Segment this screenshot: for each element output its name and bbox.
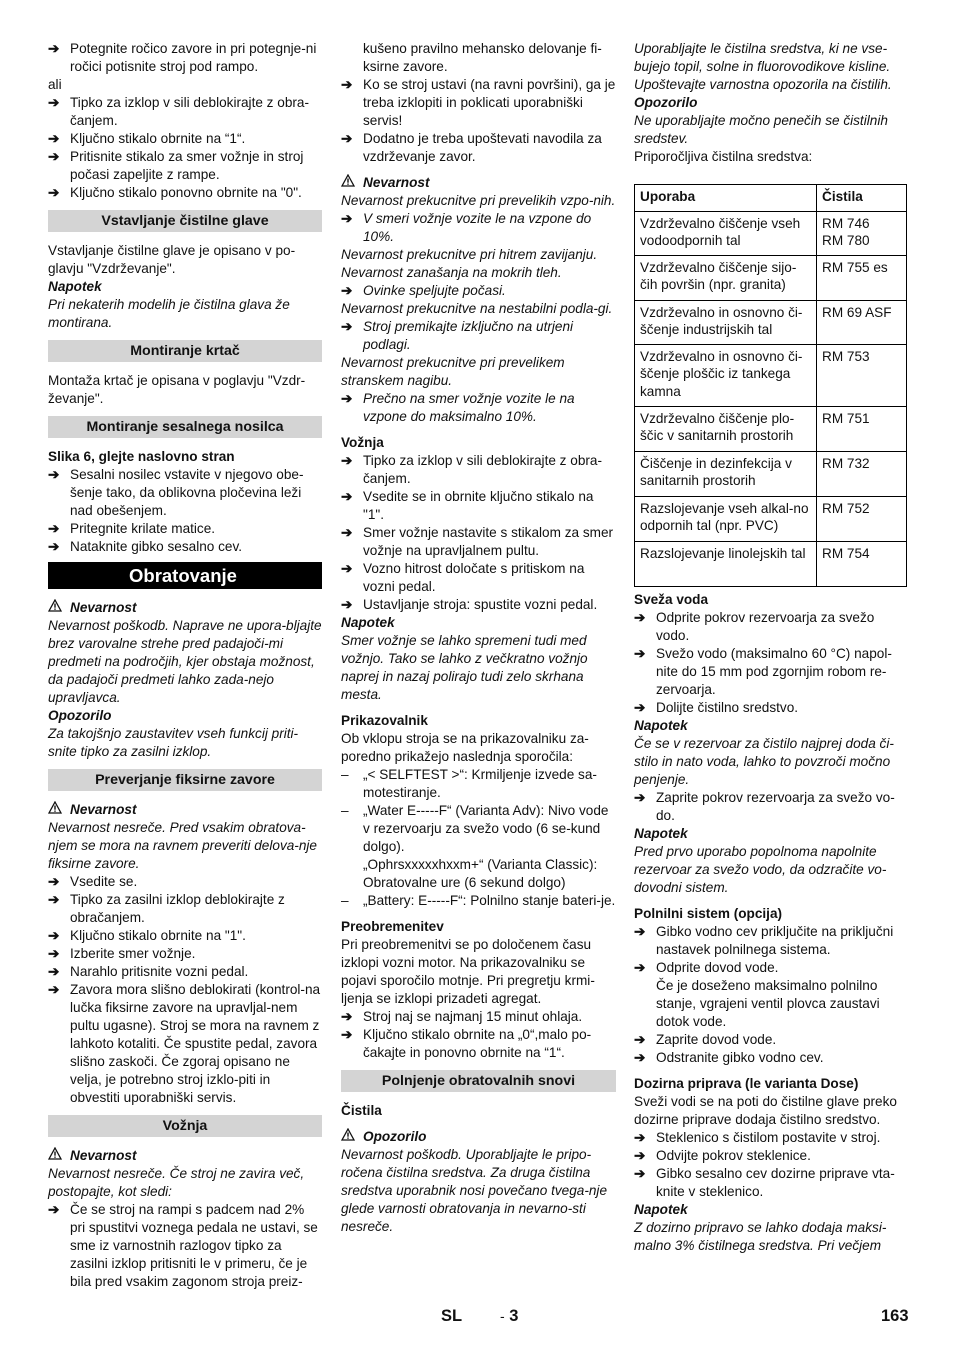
- warning-label: Nevarnost: [70, 802, 137, 817]
- instruction-step: [634, 959, 907, 1031]
- section-heading: Vstavljanje čistilne glave: [48, 210, 322, 232]
- note-text: Za takojšnjo zaustavitev vseh funkcij priti-snite tipko za zasilni izklop.: [48, 726, 299, 759]
- arrow-bullet-icon: ➔: [48, 892, 60, 907]
- arrow-bullet-icon: ➔: [341, 319, 353, 334]
- instruction-step: [341, 488, 616, 524]
- step-text: Sesalni nosilec vstavite v njegovo obe-šenje tako, da oblikovna pločevina leži nad obešenjem.: [70, 467, 304, 518]
- subheading: Preobremenitev: [341, 919, 444, 934]
- instruction-step: [48, 130, 322, 148]
- step-text: Dodatno je treba upoštevati navodila za vzdrževanje zavor.: [363, 131, 602, 164]
- warning-heading: [48, 1147, 322, 1165]
- step-text: Ustavljanje stroja: spustite vozni pedal.: [363, 597, 598, 612]
- instruction-step: [634, 699, 907, 717]
- arrow-bullet-icon: ➔: [341, 561, 353, 576]
- table-cell-agent: RM 752: [817, 496, 907, 541]
- table-cell-use: Razslojevanje linolejskih tal: [635, 541, 817, 586]
- table-row: [635, 451, 907, 496]
- step-text: Nataknite gibko sesalno cev.: [70, 539, 243, 554]
- step-text: Vsedite se in obrnite ključno stikalo na "1".: [363, 489, 594, 522]
- footer-section-number: 3: [509, 1307, 519, 1325]
- step-text: Tipko za izklop v sili deblokirajte z obra-čanjem.: [363, 453, 602, 486]
- table-row: [635, 344, 907, 406]
- step-text: Odvijte pokrov steklenice.: [656, 1147, 811, 1163]
- footer-language: SL: [441, 1307, 463, 1325]
- section-heading: Montiranje krtač: [48, 340, 322, 362]
- arrow-bullet-icon: ➔: [48, 539, 60, 554]
- warning-triangle-icon: [341, 1128, 355, 1146]
- arrow-bullet-icon: ➔: [634, 1147, 646, 1163]
- footer-section-page: - 3: [500, 1307, 519, 1325]
- arrow-bullet-icon: ➔: [634, 1165, 646, 1181]
- arrow-bullet-icon: ➔: [341, 489, 353, 504]
- note-heading: Opozorilo: [48, 708, 112, 723]
- table-cell-use: Vzdrževalno in osnovno či-ščenje industrijskih tal: [635, 300, 817, 344]
- instruction-step: [48, 148, 322, 184]
- instruction-step: [341, 596, 616, 614]
- instruction-step: [634, 1165, 907, 1201]
- arrow-bullet-icon: ➔: [634, 789, 646, 805]
- note-text: Pred prvo uporabo popolnoma napolnite rezervoar za svežo vodo, da odzračite vo-dovodni sistem.: [634, 843, 887, 895]
- instruction-step: [48, 1201, 322, 1291]
- step-text: Ko se stroj ustavi (na ravni površini), ga je treba izklopiti in poklicati uporabniški servis!: [363, 77, 616, 128]
- note-text: Nevarnost nesreče. Pred vsakim obratova-njem se mora na ravnem preveriti delova-nje fiksirne zavore.: [48, 820, 317, 871]
- dash-list-item: [341, 766, 616, 802]
- column-left: [48, 40, 322, 1291]
- arrow-bullet-icon: ➔: [48, 185, 60, 200]
- instruction-step: [341, 76, 616, 130]
- step-text: Izberite smer vožnje.: [70, 946, 196, 961]
- table-cell-use: Vzdrževalno čiščenje sijo-čih površin (npr. granita): [635, 255, 817, 300]
- note-text: Nevarnost poškodb. Naprave ne upora-bljajte brez varovalne strehe pred padajoči-mi predmeti na področjih, kjer obstaja možnost, da padajoči predmeti lahko zada-nejo upravljavca.: [48, 618, 322, 705]
- instruction-step: [48, 94, 322, 130]
- table-header-row: [635, 185, 907, 212]
- warning-label: Nevarnost: [70, 1148, 137, 1163]
- instruction-step: [48, 184, 322, 202]
- step-text: Vozno hitrost določate s pritiskom na vozni pedal.: [363, 561, 585, 594]
- arrow-bullet-icon: ➔: [48, 131, 60, 146]
- note-text: Nevarnost nesreče. Če stroj ne zavira več, postopajte, kot sledi:: [48, 1166, 305, 1199]
- chapter-heading: Obratovanje: [48, 562, 322, 589]
- table-cell-agent: RM 69 ASF: [817, 300, 907, 344]
- instruction-step: [341, 524, 616, 560]
- spacer: [341, 704, 616, 712]
- step-text: Zaprite dovod vode.: [656, 1031, 777, 1047]
- step-text: V smeri vožnje vozite le na vzpone do 10%.: [363, 211, 592, 244]
- table-cell-use: Čiščenje in dezinfekcija v sanitarnih prostorih: [635, 451, 817, 496]
- instruction-step: [48, 927, 322, 945]
- spacer: [341, 426, 616, 434]
- instruction-step: [634, 609, 907, 645]
- subheading: Prikazovalnik: [341, 713, 428, 728]
- paragraph: Ob vklopu stroja se na prikazovalniku za-poredno prikažejo naslednja sporočila:: [341, 731, 589, 764]
- arrow-bullet-icon: ➔: [634, 1129, 646, 1145]
- spacer: [634, 897, 907, 905]
- instruction-step: [634, 1049, 907, 1067]
- dash-list-item: [341, 892, 616, 910]
- note-text: Če se v rezervoar za čistilo najprej doda či-stilo in nato voda, lahko to povzroči močno penjenje.: [634, 735, 894, 787]
- warning-label: Nevarnost: [70, 600, 137, 615]
- table-cell-use: Vzdrževalno čiščenje vseh vodoodpornih tal: [635, 211, 817, 255]
- instruction-step: [48, 945, 322, 963]
- arrow-bullet-icon: ➔: [634, 699, 646, 715]
- arrow-bullet-icon: ➔: [634, 609, 646, 625]
- cleaning-agents-table: [634, 184, 907, 587]
- paragraph: Montaža krtač je opisana v poglavju "Vzdr-ževanje".: [48, 373, 306, 406]
- section-heading: Polnjenje obratovalnih snovi: [341, 1070, 616, 1092]
- dash-bullet-icon: –: [341, 893, 349, 908]
- instruction-step: [48, 963, 322, 981]
- note-text: Smer vožnje se lahko spremeni tudi med vožnjo. Tako se lahko z večkratno vožnjo naprej in nazaj polirajo tudi zelo skrhana mesta.: [341, 633, 588, 702]
- note-text: Nevarnost prekucnitve pri prevelikih vzpo-nih.: [341, 193, 616, 208]
- arrow-bullet-icon: ➔: [48, 149, 60, 164]
- step-text: Prečno na smer vožnje vozite le na vzpone do maksimalno 10%.: [363, 391, 575, 424]
- instruction-step: [634, 1031, 907, 1049]
- note-text: Z dozirno pripravo se lahko dodaja maksi-malno 3% čistilnega sredstva. Pri večjem: [634, 1219, 887, 1253]
- instruction-step: [48, 466, 322, 520]
- instruction-step: [341, 452, 616, 488]
- arrow-bullet-icon: ➔: [48, 95, 60, 110]
- note-text: Nevarnost poškodb. Uporabljajte le pripo-ročena čistilna sredstva. Za druga čistilna sredstva uporabnik nosi povečano tvega-nje glede varnosti obratovanja in nevarno-sti nesreče.: [341, 1147, 608, 1234]
- subheading: Polnilni sistem (opcija): [634, 905, 783, 921]
- column-middle: [341, 40, 616, 1236]
- subheading: Vožnja: [341, 435, 384, 450]
- arrow-bullet-icon: ➔: [48, 928, 60, 943]
- step-text: Svežo vodo (maksimalno 60 °C) napol-nite do 15 mm pod zgornjim robom re-zervoarja.: [656, 645, 892, 697]
- step-text: Pritisnite stikalo za smer vožnje in stroj počasi zapeljite z rampe.: [70, 149, 304, 182]
- arrow-bullet-icon: ➔: [341, 77, 353, 92]
- arrow-bullet-icon: ➔: [341, 597, 353, 612]
- table-row: [635, 300, 907, 344]
- step-text: Narahlo pritisnite vozni pedal.: [70, 964, 249, 979]
- step-text: Odprite pokrov rezervoarja za svežo vodo.: [656, 609, 875, 643]
- step-text: Potegnite ročico zavore in pri potegnje-ni ročici potisnite stroj pod rampo.: [70, 41, 317, 74]
- warning-triangle-icon: [341, 174, 355, 192]
- arrow-bullet-icon: ➔: [48, 467, 60, 482]
- instruction-step: [634, 645, 907, 699]
- arrow-bullet-icon: ➔: [341, 391, 353, 406]
- instruction-step: [48, 891, 322, 927]
- step-text: Odstranite gibko vodno cev.: [656, 1049, 824, 1065]
- table-cell-agent: RM 754: [817, 541, 907, 586]
- instruction-step: [48, 40, 322, 76]
- note-text: Pri nekaterih modelih je čistilna glava že montirana.: [48, 297, 290, 330]
- arrow-bullet-icon: ➔: [341, 525, 353, 540]
- note-text: Nevarnost prekucnitve pri hitrem zavijanju. Nevarnost zanašanja na mokrih tleh.: [341, 247, 598, 280]
- step-text: Če se stroj na rampi s padcem nad 2% pri spustitvi voznega pedala ne ustavi, se sme iz varnostnih razlogov tipko za zasilni izklop pritisniti le v primeru, če je bila pred vsakim zagonom stroja preiz-: [70, 1202, 318, 1289]
- instruction-step: [341, 282, 616, 300]
- table-row: [635, 406, 907, 451]
- instruction-step: [341, 560, 616, 596]
- instruction-step: [634, 1147, 907, 1165]
- step-text: Smer vožnje nastavite s stikalom za smer vožnje na upravljalnem pultu.: [363, 525, 614, 558]
- arrow-bullet-icon: ➔: [48, 521, 60, 536]
- arrow-bullet-icon: ➔: [341, 1009, 353, 1024]
- section-heading: Montiranje sesalnega nosilca: [48, 416, 322, 438]
- step-text: Tipko za izklop v sili deblokirajte z obra-čanjem.: [70, 95, 309, 128]
- step-text: Vsedite se.: [70, 874, 138, 889]
- paragraph: ali: [48, 77, 62, 92]
- table-row: [635, 541, 907, 586]
- subheading: Dozirna priprava (le varianta Dose): [634, 1075, 859, 1091]
- column-right: [634, 40, 907, 1255]
- column-right-intro: [634, 40, 907, 166]
- note-heading: Opozorilo: [634, 95, 698, 110]
- dash-bullet-icon: –: [341, 767, 349, 782]
- step-text: Ključno stikalo obrnite na “1“.: [70, 131, 246, 146]
- instruction-step: [634, 1129, 907, 1147]
- arrow-bullet-icon: ➔: [634, 1049, 646, 1065]
- table-cell-use: Vzdrževalno in osnovno či-ščenje ploščic iz tankega kamna: [635, 344, 817, 406]
- note-heading: Napotek: [634, 717, 688, 733]
- step-text: Stroj premikajte izključno na utrjeni podlagi.: [363, 319, 574, 352]
- step-text: „Battery: E-----F“: Polnilno stanje bateri-je.: [363, 893, 616, 908]
- instruction-step: [341, 318, 616, 354]
- instruction-step: [48, 981, 322, 1107]
- note-heading: Napotek: [634, 1201, 688, 1217]
- arrow-bullet-icon: ➔: [634, 923, 646, 939]
- dash-list-item: [341, 802, 616, 892]
- step-text: Dolijte čistilno sredstvo.: [656, 699, 799, 715]
- arrow-bullet-icon: ➔: [48, 1202, 60, 1217]
- instruction-step: [341, 210, 616, 246]
- arrow-bullet-icon: ➔: [48, 982, 60, 997]
- instruction-step: [341, 1026, 616, 1062]
- step-text: Zaprite pokrov rezervoarja za svežo vo-do.: [656, 789, 895, 823]
- step-text: Tipko za zasilni izklop deblokirajte z obračanjem.: [70, 892, 285, 925]
- subheading: Čistila: [341, 1103, 382, 1118]
- step-text: „< SELFTEST >“: Krmiljenje izvede sa-motestiranje.: [363, 767, 597, 800]
- step-text: Ključno stikalo obrnite na "1".: [70, 928, 246, 943]
- subheading: Sveža voda: [634, 591, 709, 607]
- arrow-bullet-icon: ➔: [634, 1031, 646, 1047]
- arrow-bullet-icon: ➔: [634, 959, 646, 975]
- subheading: Slika 6, glejte naslovno stran: [48, 449, 235, 464]
- note-heading: Napotek: [48, 279, 102, 294]
- arrow-bullet-icon: ➔: [48, 946, 60, 961]
- step-text: Pritegnite krilate matice.: [70, 521, 216, 536]
- instruction-step: [341, 130, 616, 166]
- instruction-step: [48, 538, 322, 556]
- note-text: Uporabljajte le čistilna sredstva, ki ne vse-bujejo topil, solne in fluorovodikove kisline. Upoštevajte varnostna opozorila na čistilih.: [634, 41, 892, 92]
- paragraph: Pri preobremenitvi se po določenem času izklopi vozni motor. Na prikazovalniku se pojavi sporočilo motnje. Pri pregretju krmi-ljenja se izklopi prizadeti agregat.: [341, 937, 595, 1006]
- step-text: Steklenico s čistilom postavite v stroj.: [656, 1129, 881, 1145]
- table-cell-agent: RM 753: [817, 344, 907, 406]
- column-right-body: [634, 591, 907, 1255]
- warning-heading: [48, 599, 322, 617]
- note-text: Nevarnost prekucnitve na nestabilni podla-gi.: [341, 301, 613, 316]
- step-text: Odprite dovod vode. Če je doseženo maksimalno polnilno stanje, vgrajeni ventil plovca zaustavi dotok vode.: [656, 959, 880, 1029]
- section-heading: Vožnja: [48, 1115, 322, 1137]
- table-row: [635, 211, 907, 255]
- warning-label: Nevarnost: [363, 175, 430, 190]
- instruction-step: [634, 789, 907, 825]
- paragraph: Priporočljiva čistilna sredstva:: [634, 149, 813, 164]
- arrow-bullet-icon: ➔: [341, 1027, 353, 1042]
- instruction-step: [341, 1008, 616, 1026]
- spacer: [341, 910, 616, 918]
- table-row: [635, 496, 907, 541]
- instruction-step: [48, 873, 322, 891]
- note-text: Nevarnost prekucnitve pri prevelikem stranskem nagibu.: [341, 355, 565, 388]
- table-row: [635, 255, 907, 300]
- paragraph: Vstavljanje čistilne glave je opisano v po-glavju "Vzdrževanje".: [48, 243, 296, 276]
- step-text: Gibko sesalno cev dozirne priprave vta-knite v steklenico.: [656, 1165, 895, 1199]
- warning-heading: [341, 1128, 616, 1146]
- warning-heading: [341, 174, 616, 192]
- table-cell-use: Vzdrževalno čiščenje plo-ščic v sanitarnih prostorih: [635, 406, 817, 451]
- table-cell-agent: RM 755 es: [817, 255, 907, 300]
- table-cell-use: Razslojevanje vseh alkal-no odpornih tal (npr. PVC): [635, 496, 817, 541]
- section-heading: Preverjanje fiksirne zavore: [48, 769, 322, 791]
- table-header-use: Uporaba: [635, 185, 817, 212]
- warning-triangle-icon: [48, 599, 62, 617]
- note-heading: Napotek: [634, 825, 688, 841]
- paragraph: Sveži vodi se na poti do čistilne glave preko dozirne priprave dodaja čistilno sredstvo.: [634, 1093, 897, 1127]
- arrow-bullet-icon: ➔: [341, 453, 353, 468]
- table-cell-agent: RM 746 RM 780: [817, 211, 907, 255]
- warning-triangle-icon: [48, 1147, 62, 1165]
- step-text: Gibko vodno cev priključite na priključni nastavek polnilnega sistema.: [656, 923, 894, 957]
- step-text: „Water E-----F“ (Varianta Adv): Nivo vode v rezervoarju za svežo vodo (6 se-kund dolgo). „Ophrsxxxxxhxxm+“ (Varianta Classic): Obratovalne ure (6 sekund dolgo): [363, 803, 609, 890]
- arrow-bullet-icon: ➔: [48, 964, 60, 979]
- warning-triangle-icon: [48, 801, 62, 819]
- step-text: Ovinke speljujte počasi.: [363, 283, 506, 298]
- step-text: Stroj naj se najmanj 15 minut ohlaja.: [363, 1009, 583, 1024]
- arrow-bullet-icon: ➔: [48, 41, 60, 56]
- arrow-bullet-icon: ➔: [341, 211, 353, 226]
- step-text: Ključno stikalo ponovno obrnite na "0".: [70, 185, 302, 200]
- instruction-step: [341, 390, 616, 426]
- instruction-step: [48, 520, 322, 538]
- table-cell-agent: RM 732: [817, 451, 907, 496]
- table-cell-agent: RM 751: [817, 406, 907, 451]
- continued-step: kušeno pravilno mehansko delovanje fi-ksirne zavore.: [363, 41, 602, 74]
- spacer: [634, 1067, 907, 1075]
- step-text: Ključno stikalo obrnite na „0“,malo po-čakajte in ponovno obrnite na “1“.: [363, 1027, 592, 1060]
- table-header-agent: Čistila: [817, 185, 907, 212]
- arrow-bullet-icon: ➔: [634, 645, 646, 661]
- warning-label: Opozorilo: [363, 1129, 427, 1144]
- warning-heading: [48, 801, 322, 819]
- arrow-bullet-icon: ➔: [341, 131, 353, 146]
- dash-bullet-icon: –: [341, 803, 349, 818]
- arrow-bullet-icon: ➔: [48, 874, 60, 889]
- step-text: Zavora mora slišno deblokirati (kontrol-na lučka fiksirne zavore na upravljal-nem pultu ugasne). Stroj se mora na ravnem z lahkoto kotaliti. Če spustite pedal, zavora slišno zaskoči. Če zgoraj opisano ne velja, je potrebno stroj izklo-piti in obvestiti uporabniški servis.: [70, 982, 321, 1105]
- arrow-bullet-icon: ➔: [341, 283, 353, 298]
- instruction-step: [634, 923, 907, 959]
- note-text: Ne uporabljajte močno penečih se čistilnih sredstev.: [634, 113, 888, 146]
- page-number: 163: [881, 1307, 909, 1325]
- note-heading: Napotek: [341, 615, 395, 630]
